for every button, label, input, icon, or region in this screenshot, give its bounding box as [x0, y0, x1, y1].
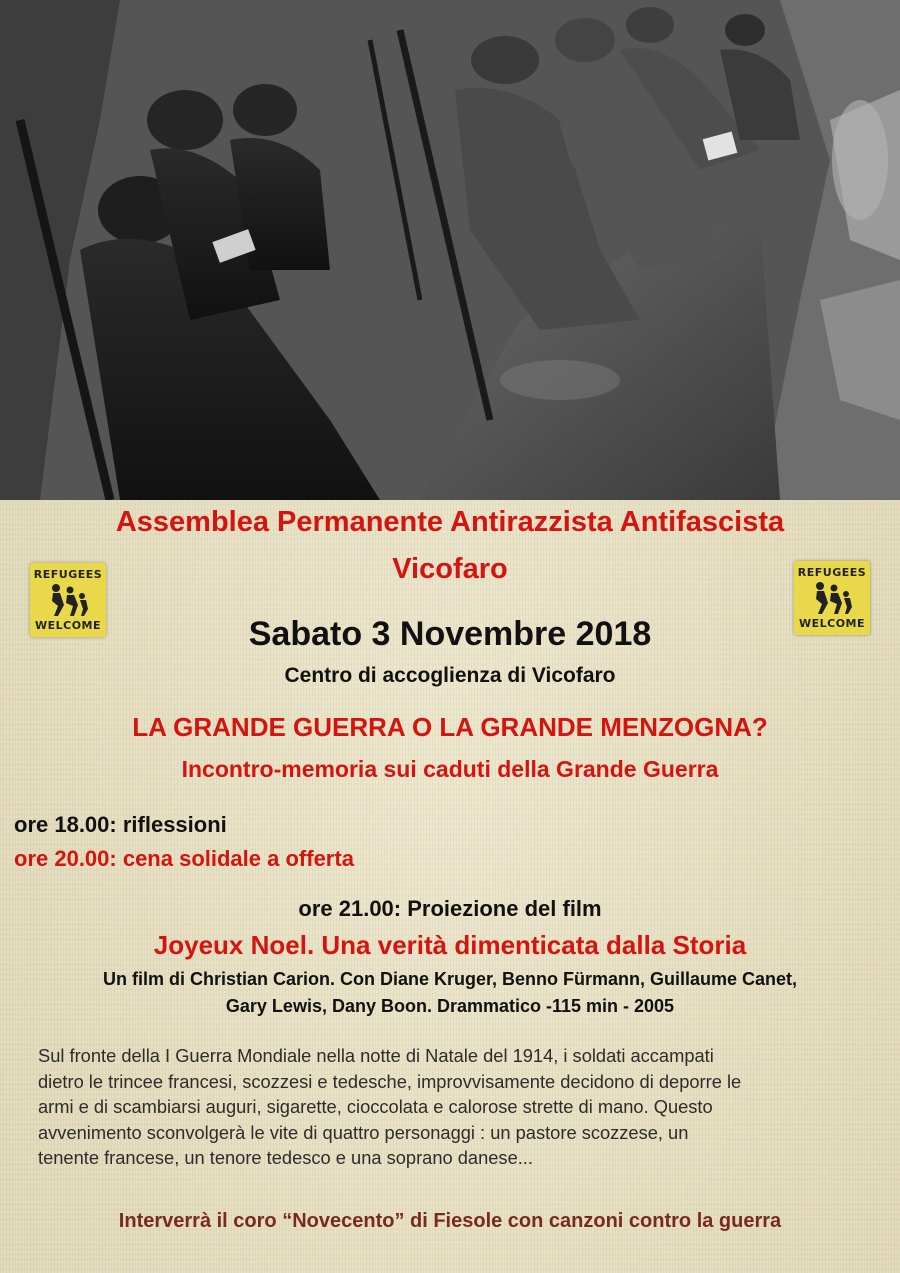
schedule-item-1: ore 18.00: riflessioni [14, 812, 227, 837]
event-subheadline: Incontro-memoria sui caduti della Grande Guerra [181, 756, 719, 782]
film-title: Joyeux Noel. Una verità dimenticata dalla Storia [153, 930, 747, 960]
description-line: Sul fronte della I Guerra Mondiale nella notte di Natale del 1914, i soldati accampati [38, 1045, 714, 1066]
description-line: armi e di scambiarsi auguri, sigarette, cioccolata e calorose strette di mano. Questo [38, 1096, 713, 1117]
logo-text-top: REFUGEES [797, 566, 867, 579]
description-line: dietro le trincee francesi, scozzesi e tedesche, improvvisamente decidono di deporre le [38, 1070, 742, 1092]
film-credits-line2: Gary Lewis, Dany Boon. Drammatico -115 min - 2005 [225, 996, 675, 1016]
description-line: tenente francese, un tenore tedesco e una soprano danese... [38, 1147, 533, 1168]
footer-note: Interverrà il coro “Novecento” di Fiesole con canzoni contro la guerra [118, 1210, 782, 1232]
logo-text-bottom: WELCOME [34, 619, 102, 632]
event-date: Sabato 3 Novembre 2018 [248, 615, 652, 653]
film-credits-line1: Un film di Christian Carion. Con Diane Kruger, Benno Fürmann, Guillaume Canet, [102, 969, 798, 989]
logo-text-bottom: WELCOME [798, 617, 866, 630]
event-headline: LA GRANDE GUERRA O LA GRANDE MENZOGNA? [132, 712, 768, 742]
header-photo [0, 0, 900, 500]
schedule-item-3: ore 21.00: Proiezione del film [298, 896, 602, 921]
description-line: avvenimento sconvolgerà le vite di quattro personaggi : un pastore scozzese, un [38, 1121, 689, 1143]
org-title-line2: Vicofaro [392, 553, 508, 585]
event-venue: Centro di accoglienza di Vicofaro [284, 664, 616, 687]
film-description [38, 1043, 888, 1171]
logo-text-top: REFUGEES [33, 568, 103, 581]
running-family-icon [46, 583, 90, 617]
org-title-line1: Assemblea Permanente Antirazzista Antifascista [115, 506, 785, 538]
schedule-item-2: ore 20.00: cena solidale a offerta [14, 846, 354, 871]
running-family-icon [810, 581, 854, 615]
